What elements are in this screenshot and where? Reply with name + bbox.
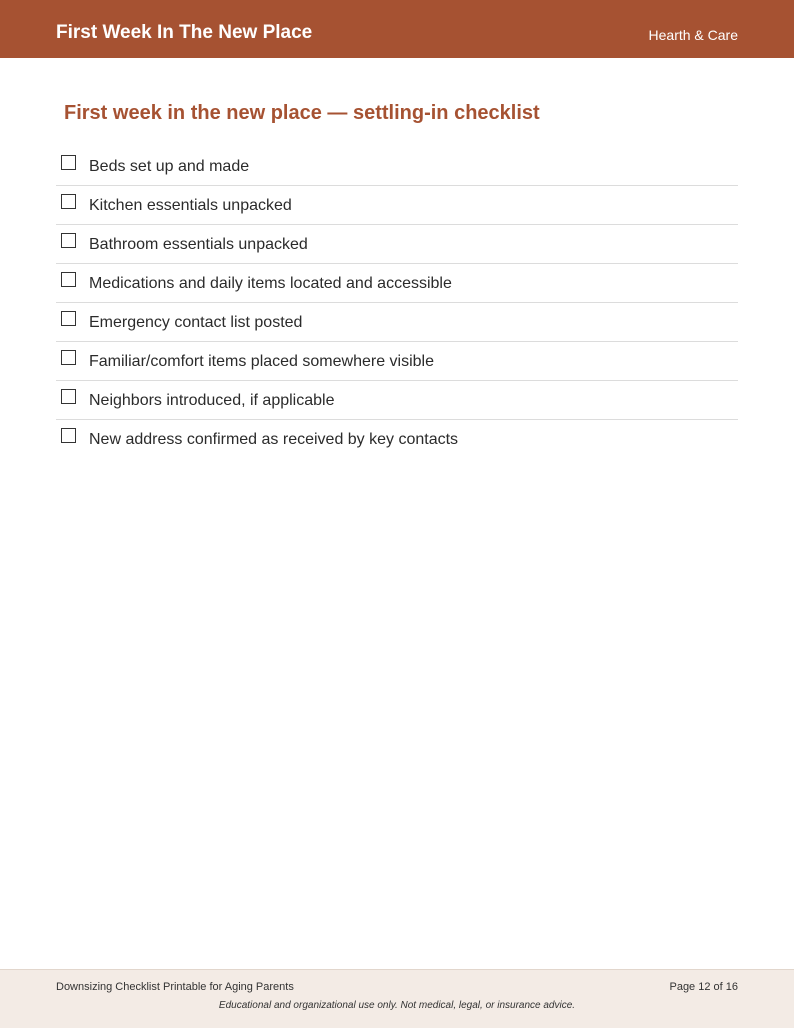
checklist-item-label: Familiar/comfort items placed somewhere visible	[89, 353, 434, 370]
footer	[0, 969, 794, 1028]
checklist-item-label: Bathroom essentials unpacked	[89, 236, 308, 253]
checklist-item	[56, 264, 738, 303]
checklist-item-label: Kitchen essentials unpacked	[89, 197, 292, 214]
page-number: Page 12 of 16	[669, 981, 738, 993]
header-bar	[0, 0, 794, 58]
checklist-item-label: New address confirmed as received by key contacts	[89, 431, 459, 448]
checklist	[56, 147, 738, 459]
checkbox[interactable]	[61, 350, 76, 365]
checklist-heading: First week in the new place — settling-in checklist	[64, 102, 540, 124]
checklist-item	[56, 225, 738, 264]
checkbox[interactable]	[61, 233, 76, 248]
checklist-item	[56, 420, 738, 459]
brand-name: Hearth & Care	[648, 27, 738, 43]
checklist-item-label: Medications and daily items located and accessible	[89, 275, 452, 292]
checklist-item-label: Beds set up and made	[89, 158, 250, 175]
disclaimer: Educational and organizational use only. Not medical, legal, or insurance advice.	[218, 1000, 576, 1011]
checkbox[interactable]	[61, 389, 76, 404]
checkbox[interactable]	[61, 155, 76, 170]
checklist-item-label: Neighbors introduced, if applicable	[89, 392, 335, 409]
checklist-item	[56, 342, 738, 381]
page-title: First Week In The New Place	[56, 22, 313, 43]
checkbox[interactable]	[61, 311, 76, 326]
checklist-item	[56, 381, 738, 420]
checklist-item	[56, 147, 738, 186]
checklist-item	[56, 186, 738, 225]
footer-document-title: Downsizing Checklist Printable for Aging Parents	[56, 981, 294, 993]
checklist-item-label: Emergency contact list posted	[89, 314, 303, 331]
checkbox[interactable]	[61, 272, 76, 287]
checklist-item	[56, 303, 738, 342]
checkbox[interactable]	[61, 194, 76, 209]
checkbox[interactable]	[61, 428, 76, 443]
